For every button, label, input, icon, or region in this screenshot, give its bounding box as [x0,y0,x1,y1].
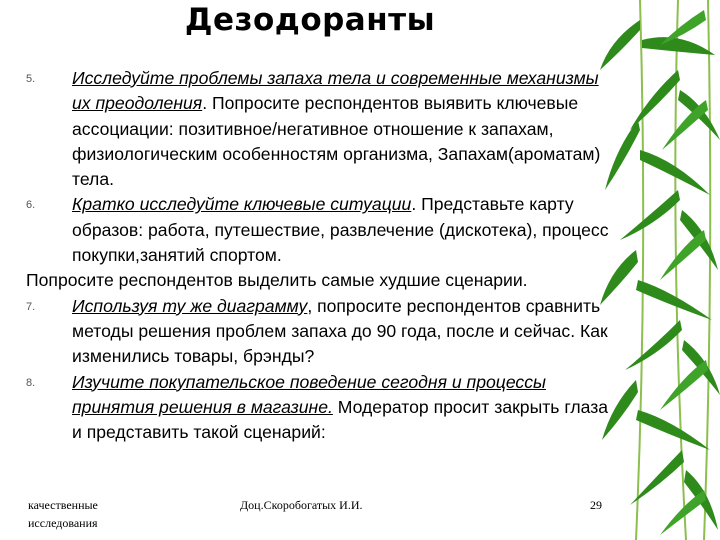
item-number: 7. [26,300,36,313]
item-number: 8. [26,376,36,389]
list-item [26,192,616,268]
item-emphasis: Используя ту же диаграмму [72,295,308,316]
footer-course: качественные исследования [28,498,98,530]
item-emphasis: Изучите покупательское поведение сегодня и процессы принятия решения в магазине. [72,371,546,417]
slide-content [26,66,616,445]
item-text: Модератор просит закрыть глаза и представить такой сценарий: [72,396,609,443]
plain-line: Попросите респондентов выделить самые худшие сценарии. [26,270,528,291]
page-number: 29 [590,498,602,512]
item-text: . Попросите респондентов выявить ключевые ассоциации: позитивное/негативное отношение к запахам, физиологическим особенностям организма, Запахам(ароматам) тела. [72,93,601,190]
slide-title: Дезодоранты [184,2,436,38]
item-number: 6. [26,199,36,212]
item-emphasis: Исследуйте проблемы запаха тела и современные механизмы их преодоления [72,68,599,114]
item-emphasis: Кратко исследуйте ключевые ситуации [72,194,412,215]
item-text: , попросите респондентов сравнить методы решения проблем запаха до 90 года, после и сейчас. Как изменились товары, брэнды? [72,295,608,367]
list-item [26,66,616,192]
list-item [26,370,616,446]
bamboo-leaves-image [600,0,720,540]
item-text: . Представьте карту образов: работа, путешествие, развлечение (дискотека), процесс покупки,занятий спортом. [72,194,609,266]
list-item [26,294,616,370]
item-number: 5. [26,73,36,85]
footer-author: Доц.Скоробогатых И.И. [240,498,363,512]
